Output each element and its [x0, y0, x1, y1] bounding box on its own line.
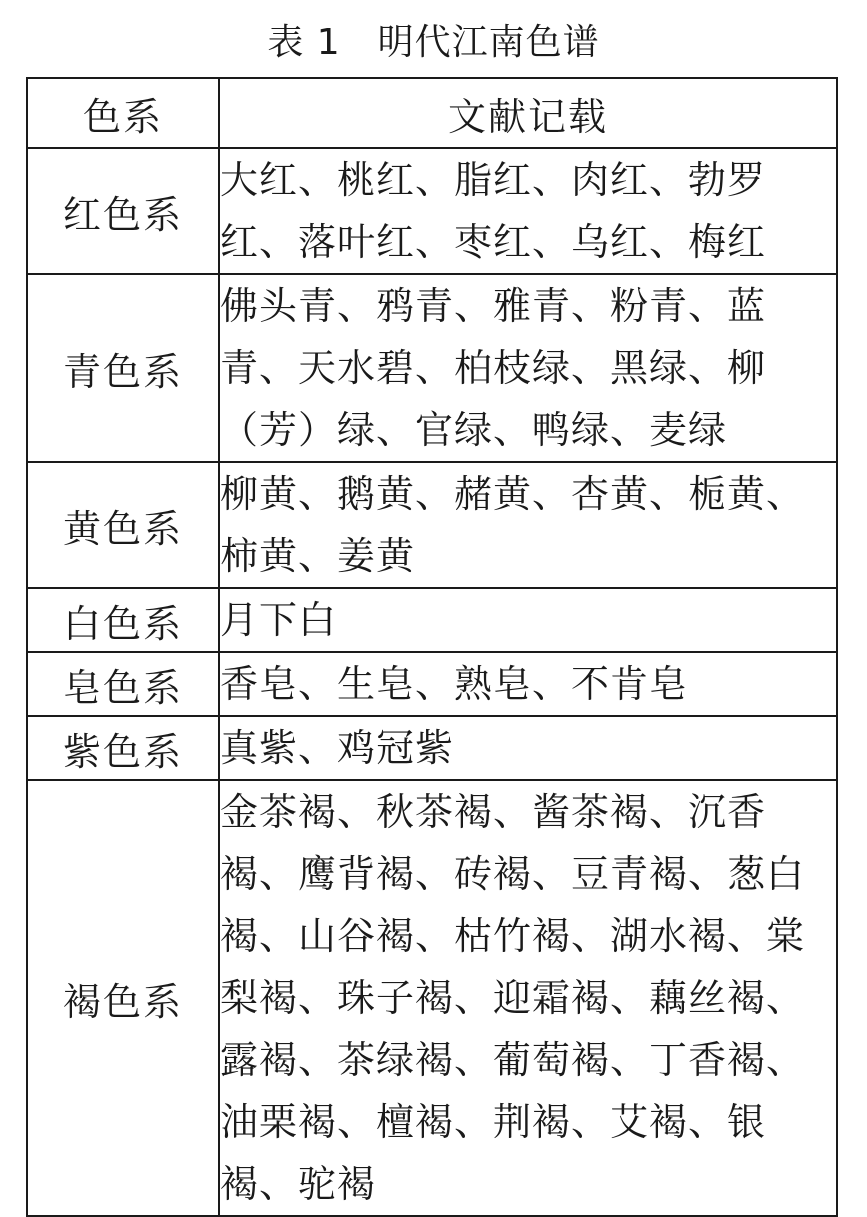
records-cell: 佛头青、鸦青、雅青、粉青、蓝青、天水碧、柏枝绿、黑绿、柳（芳）绿、官绿、鸭绿、麦绿 — [219, 274, 837, 462]
records-cell: 香皂、生皂、熟皂、不肯皂 — [219, 652, 837, 716]
category-cell: 青色系 — [27, 274, 219, 462]
table-row — [27, 148, 837, 274]
table-row — [27, 716, 837, 780]
category-cell: 红色系 — [27, 148, 219, 274]
table-row — [27, 274, 837, 462]
header-color-family: 色系 — [27, 78, 219, 148]
table-row — [27, 588, 837, 652]
table-caption: 表 1 明代江南色谱 — [267, 22, 600, 63]
records-cell: 金茶褐、秋茶褐、酱茶褐、沉香褐、鹰背褐、砖褐、豆青褐、葱白褐、山谷褐、枯竹褐、湖水褐、棠梨褐、珠子褐、迎霜褐、藕丝褐、露褐、茶绿褐、葡萄褐、丁香褐、油栗褐、檀褐、荆褐、艾褐、银褐、驼褐 — [219, 780, 837, 1216]
table-row — [27, 462, 837, 588]
table-row — [27, 780, 837, 1216]
category-cell: 皂色系 — [27, 652, 219, 716]
records-cell: 柳黄、鹅黄、赭黄、杏黄、栀黄、柿黄、姜黄 — [219, 462, 837, 588]
category-cell: 褐色系 — [27, 780, 219, 1216]
records-cell: 真紫、鸡冠紫 — [219, 716, 837, 780]
category-cell: 紫色系 — [27, 716, 219, 780]
color-spectrum-table — [26, 77, 838, 1217]
table-header-row — [27, 78, 837, 148]
category-cell: 黄色系 — [27, 462, 219, 588]
records-cell: 月下白 — [219, 588, 837, 652]
records-cell: 大红、桃红、脂红、肉红、勃罗红、落叶红、枣红、乌红、梅红 — [219, 148, 837, 274]
category-cell: 白色系 — [27, 588, 219, 652]
header-literature-records: 文献记载 — [219, 78, 837, 148]
table-row — [27, 652, 837, 716]
